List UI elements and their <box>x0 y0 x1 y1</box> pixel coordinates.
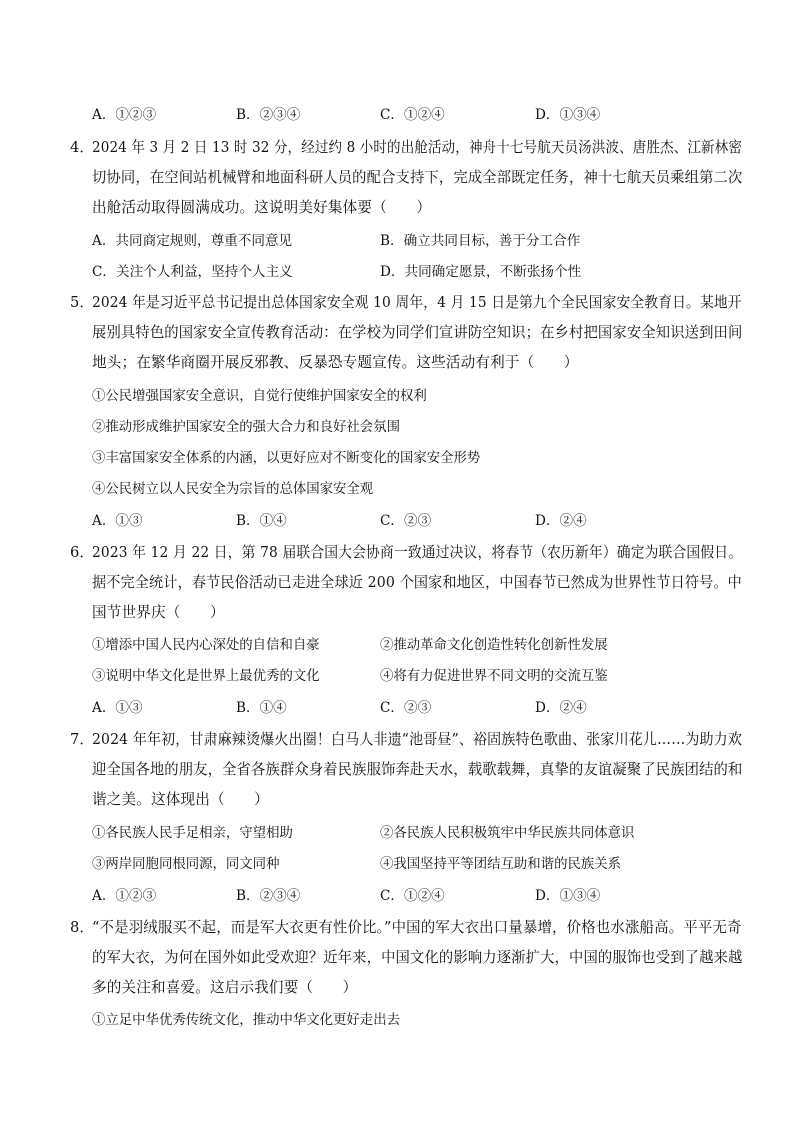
question-text-line: 2024 年 3 月 2 日 13 时 32 分，经过约 8 小时的出舱活动，神舟十七号航天员汤洪波、唐胜杰、江新林密 <box>92 139 742 156</box>
question-number: 5． <box>70 294 95 311</box>
statement-2: ②各民族人民积极筑牢中华民族共同体意识 <box>380 826 635 841</box>
option-b: B．②③④ <box>236 888 301 904</box>
question-text-line: 的军大衣，为何在国外如此受欢迎？近年来，中国文化的影响力逐渐扩大，中国的服饰也受到了越来越 <box>92 949 743 966</box>
question-number: 6． <box>70 544 95 561</box>
question-text-line: 多的关注和喜爱。这启示我们要（ ） <box>92 979 358 996</box>
question-text-line: 地头；在繁华商圈开展反邪教、反暴恐专题宣传。这些活动有利于（ ） <box>92 354 579 371</box>
option-c: C．①②④ <box>380 888 445 904</box>
question-text-line: 2024 年年初，甘肃麻辣烫爆火出圈！白马人非遗“池哥昼”、裕固族特色歌曲、张家川花儿……为助力欢 <box>92 731 742 748</box>
statement-3: ③丰富国家安全体系的内涵，以更好应对不断变化的国家安全形势 <box>92 451 481 466</box>
option-d: D．②④ <box>535 513 587 529</box>
question-text-line: 切协同，在空间站机械臂和地面科研人员的配合支持下，完成全部既定任务，神十七航天员乘组第二次 <box>92 169 743 186</box>
question-text-line: 国节世界庆（ ） <box>92 604 225 621</box>
statement-4: ④将有力促进世界不同文明的交流互鉴 <box>380 669 608 684</box>
option-a: A．①③ <box>92 513 143 529</box>
statement-1: ①增添中国人民内心深处的自信和自豪 <box>92 638 320 653</box>
question-text-line: 谐之美。这体现出（ ） <box>92 791 269 808</box>
question-text-line: 据不完全统计，春节民俗活动已走进全球近 200 个国家和地区，中国春节已然成为世界性节日符号。中 <box>92 574 742 591</box>
option-d: D．②④ <box>535 700 587 716</box>
question-number: 8． <box>70 919 95 936</box>
statement-2: ②推动形成维护国家安全的强大合力和良好社会氛围 <box>92 420 400 435</box>
question-text-line: 迎全国各地的朋友，全省各族群众身着民族服饰奔赴天水，载歌载舞，真挚的友谊凝聚了民族团结的和 <box>92 761 743 778</box>
option-b: B．①④ <box>236 513 287 529</box>
statement-4: ④我国坚持平等团结互助和谐的民族关系 <box>380 857 622 872</box>
question-text-line: “不是羽绒服买不起，而是军大衣更有性价比。”中国的军大衣出口量暴增，价格也水涨船高。平平无奇 <box>92 919 742 936</box>
option-c: C．②③ <box>380 513 432 529</box>
question-text-line: 展别具特色的国家安全宣传教育活动：在学校为同学们宣讲防空知识；在乡村把国家安全知识送到田间 <box>92 324 743 341</box>
question-text-line: 2024 年是习近平总书记提出总体国家安全观 10 周年，4 月 15 日是第九个全民国家安全教育日。某地开 <box>92 294 742 311</box>
statement-1: ①各民族人民手足相亲，守望相助 <box>92 826 293 841</box>
option-d: D．①③④ <box>535 107 601 123</box>
option-c: C．关注个人利益，坚持个人主义 <box>92 264 293 280</box>
option-c: C．②③ <box>380 700 432 716</box>
question-number: 7． <box>70 731 95 748</box>
option-c: C．①②④ <box>380 107 445 123</box>
statement-4: ④公民树立以人民安全为宗旨的总体国家安全观 <box>92 482 374 497</box>
statement-3: ③说明中华文化是世界上最优秀的文化 <box>92 669 320 684</box>
option-d: D．共同确定愿景，不断张扬个性 <box>380 264 582 280</box>
statement-3: ③两岸同胞同根同源，同文同种 <box>92 857 280 872</box>
statement-1: ①公民增强国家安全意识，自觉行使维护国家安全的权利 <box>92 389 427 404</box>
option-a: A．①②③ <box>92 888 157 904</box>
statement-2: ②推动革命文化创造性转化创新性发展 <box>380 638 608 653</box>
question-number: 4． <box>70 139 95 156</box>
option-b: B．确立共同目标，善于分工合作 <box>380 233 581 249</box>
option-a: A．共同商定规则，尊重不同意见 <box>92 233 293 249</box>
statement-1: ①立足中华优秀传统文化，推动中华文化更好走出去 <box>92 1013 400 1028</box>
option-d: D．①③④ <box>535 888 601 904</box>
option-a: A．①③ <box>92 700 143 716</box>
question-text-line: 2023 年 12 月 22 日，第 78 届联合国大会协商一致通过决议，将春节（农历新年）确定为联合国假日。 <box>92 544 743 561</box>
question-text-line: 出舱活动取得圆满成功。这说明美好集体要（ ） <box>92 199 432 216</box>
option-b: B．②③④ <box>236 107 301 123</box>
option-a: A．①②③ <box>92 107 157 123</box>
option-b: B．①④ <box>236 700 287 716</box>
